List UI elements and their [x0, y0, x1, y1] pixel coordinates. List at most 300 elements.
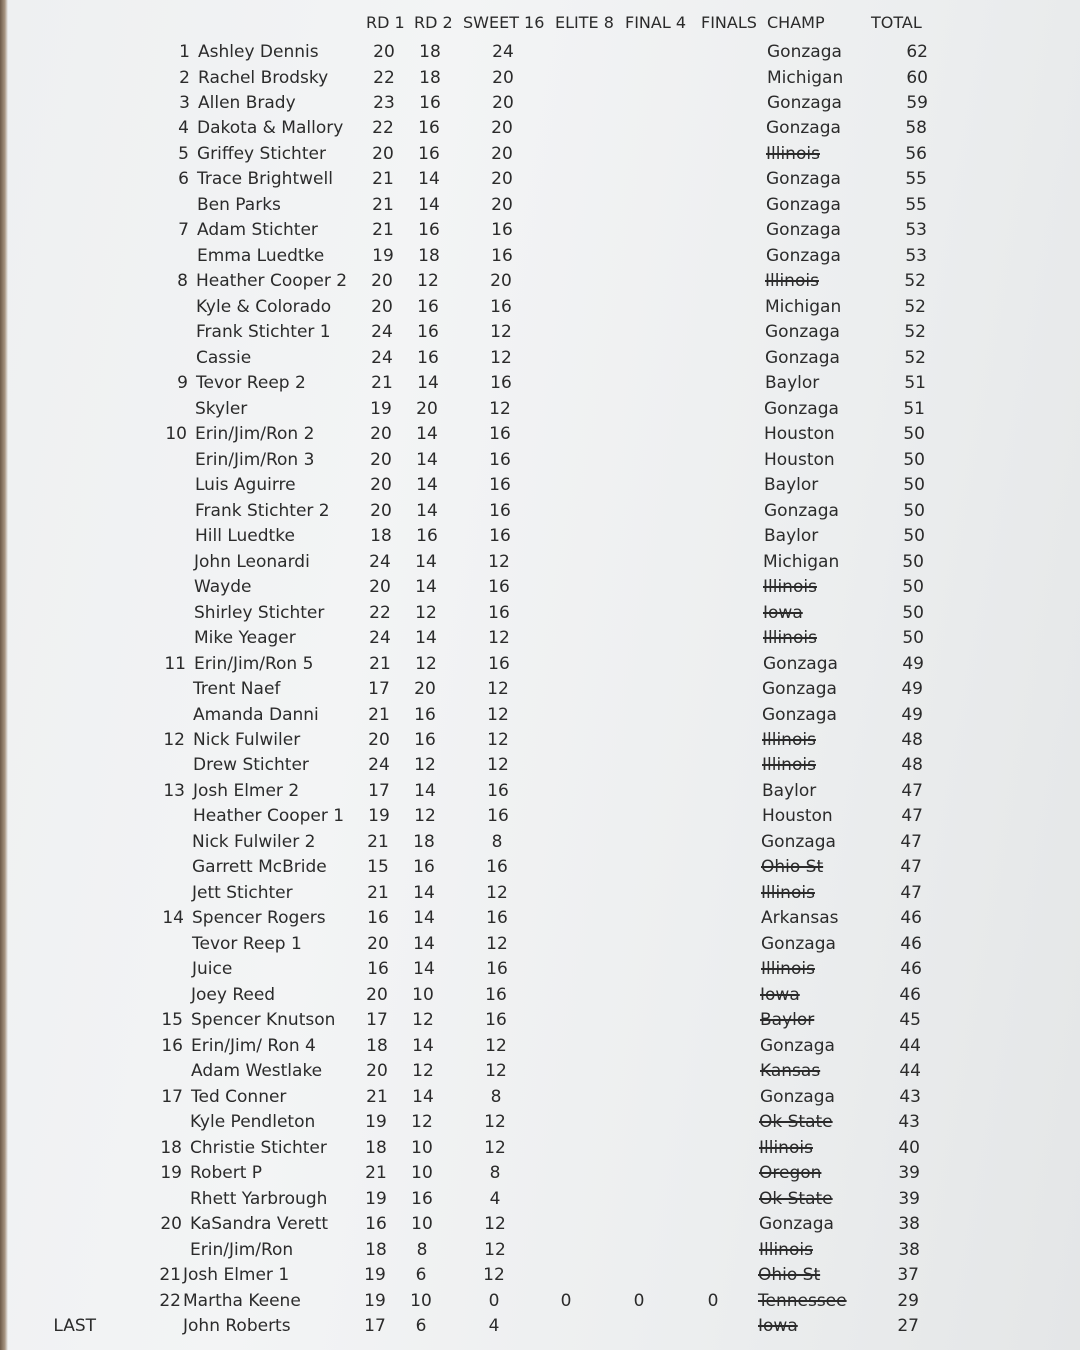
sweet16-cell: 16	[489, 475, 511, 496]
sweet16-cell: 16	[488, 577, 510, 598]
sweet16-cell: 20	[491, 194, 513, 215]
rd2-cell: 16	[418, 143, 440, 164]
champ-cell: Michigan	[765, 296, 842, 317]
total-cell: 48	[901, 755, 923, 776]
total-cell: 51	[904, 373, 926, 394]
name-cell: Frank Stichter 1	[196, 322, 331, 343]
rd2-cell: 16	[411, 1188, 433, 1209]
total-cell: 52	[904, 296, 926, 317]
champ-cell: Gonzaga	[761, 831, 836, 852]
total-cell: 50	[903, 526, 925, 547]
rd1-cell: 17	[366, 1010, 388, 1031]
champ-cell: Gonzaga	[764, 500, 839, 521]
total-cell: 60	[906, 67, 928, 88]
total-cell: 62	[906, 42, 928, 62]
champ-cell: Houston	[762, 806, 833, 827]
rd1-cell: 15	[367, 857, 389, 878]
sweet16-cell: 16	[489, 449, 511, 470]
total-cell: 52	[904, 322, 926, 343]
rd2-cell: 14	[413, 933, 435, 954]
name-cell: Joey Reed	[191, 984, 276, 1005]
rank-cell: 17	[161, 1086, 183, 1107]
champ-cell: Gonzaga	[759, 1214, 834, 1235]
rank-cell: 13	[163, 780, 185, 801]
rd1-cell: 17	[368, 679, 390, 699]
rank-cell: LAST	[53, 1316, 96, 1336]
sweet16-cell: 8	[489, 1163, 501, 1184]
rd2-cell: 14	[416, 449, 438, 470]
rd2-cell: 12	[411, 1112, 433, 1133]
rd2-cell: 16	[418, 118, 440, 139]
sweet16-cell: 16	[489, 526, 511, 547]
champ-cell: Gonzaga	[767, 42, 842, 62]
sweet16-cell: 12	[487, 679, 509, 699]
name-cell: Erin/Jim/Ron 5	[194, 653, 314, 674]
champ-cell: Gonzaga	[765, 347, 840, 368]
name-cell: Ted Conner	[191, 1086, 287, 1107]
rank-cell: 15	[161, 1010, 183, 1031]
champ-cell: Houston	[764, 424, 835, 445]
rd1-cell: 20	[367, 933, 389, 954]
rd2-cell: 14	[414, 780, 436, 801]
sweet16-cell: 16	[491, 245, 513, 266]
rd1-cell: 20	[369, 577, 391, 598]
rd1-cell: 16	[367, 959, 389, 980]
total-cell: 49	[901, 679, 923, 699]
sweet16-cell: 12	[484, 1214, 506, 1235]
champ-cell: Iowa	[758, 1316, 798, 1336]
rank-cell: 4	[178, 118, 189, 139]
name-cell: Wayde	[194, 577, 252, 598]
name-cell: Luis Aguirre	[195, 475, 296, 496]
header-rd2: RD 2	[414, 13, 453, 32]
final4-cell: 0	[633, 1290, 645, 1311]
total-cell: 46	[900, 959, 922, 980]
total-cell: 44	[899, 1035, 921, 1056]
header-elite8: ELITE 8	[555, 13, 614, 32]
total-cell: 37	[897, 1265, 919, 1285]
rd2-cell: 10	[411, 1163, 433, 1184]
rd2-cell: 16	[417, 322, 439, 343]
champ-cell: Gonzaga	[764, 398, 839, 419]
rd2-cell: 14	[413, 908, 435, 929]
rd1-cell: 24	[369, 628, 391, 648]
rd1-cell: 24	[371, 347, 393, 368]
sweet16-cell: 20	[491, 169, 513, 190]
name-cell: Mike Yeager	[194, 628, 296, 648]
name-cell: Spencer Rogers	[192, 908, 326, 929]
rd2-cell: 10	[411, 1137, 433, 1158]
total-cell: 43	[898, 1112, 920, 1133]
champ-cell: Gonzaga	[766, 245, 841, 266]
rank-cell: 20	[160, 1214, 182, 1235]
rd2-cell: 6	[415, 1316, 427, 1336]
total-cell: 38	[898, 1214, 920, 1235]
total-cell: 47	[900, 882, 922, 903]
rd2-cell: 8	[416, 1239, 428, 1260]
rank-cell: 22	[159, 1290, 181, 1311]
rd2-cell: 16	[418, 220, 440, 241]
name-cell: Drew Stichter	[193, 755, 309, 776]
champ-cell: Gonzaga	[760, 1035, 835, 1056]
rd1-cell: 22	[372, 118, 394, 139]
name-cell: Griffey Stichter	[197, 143, 326, 164]
sweet16-cell: 4	[489, 1188, 501, 1209]
name-cell: Josh Elmer 1	[183, 1265, 290, 1285]
rd1-cell: 20	[370, 449, 392, 470]
sweet16-cell: 20	[492, 67, 514, 88]
rd2-cell: 18	[419, 67, 441, 88]
rd2-cell: 14	[418, 169, 440, 190]
rank-cell: 1	[179, 42, 190, 62]
sweet16-cell: 12	[487, 730, 509, 750]
rd1-cell: 18	[366, 1035, 388, 1056]
rd2-cell: 10	[411, 1214, 433, 1235]
rd1-cell: 21	[365, 1163, 387, 1184]
name-cell: Ben Parks	[197, 194, 281, 215]
name-cell: Dakota & Mallory	[197, 118, 344, 139]
name-cell: Trent Naef	[193, 679, 281, 699]
name-cell: Erin/Jim/Ron	[190, 1239, 294, 1260]
rank-cell: 12	[163, 730, 185, 750]
name-cell: Trace Brightwell	[197, 169, 333, 190]
rd1-cell: 17	[364, 1316, 386, 1336]
rd1-cell: 19	[368, 806, 390, 827]
rd1-cell: 21	[366, 1086, 388, 1107]
name-cell: Erin/Jim/Ron 2	[195, 424, 315, 445]
rd2-cell: 14	[417, 373, 439, 394]
champ-cell: Gonzaga	[760, 1086, 835, 1107]
champ-cell: Tennessee	[758, 1290, 847, 1311]
champ-cell: Gonzaga	[766, 194, 841, 215]
rd1-cell: 24	[368, 755, 390, 776]
name-cell: Adam Westlake	[191, 1061, 323, 1082]
rank-cell: 21	[159, 1265, 181, 1285]
rd1-cell: 20	[366, 1061, 388, 1082]
champ-cell: Illinois	[762, 755, 816, 776]
total-cell: 47	[901, 780, 923, 801]
sweet16-cell: 12	[486, 882, 508, 903]
rd2-cell: 14	[412, 1086, 434, 1107]
total-cell: 50	[902, 577, 924, 598]
sweet16-cell: 12	[489, 398, 511, 419]
rd2-cell: 10	[410, 1290, 432, 1311]
name-cell: Garrett McBride	[192, 857, 327, 878]
sweet16-cell: 16	[485, 984, 507, 1005]
sweet16-cell: 20	[490, 271, 512, 292]
rank-cell: 5	[178, 143, 189, 164]
name-cell: Heather Cooper 1	[193, 806, 345, 827]
total-cell: 50	[903, 500, 925, 521]
sweet16-cell: 4	[488, 1316, 500, 1336]
sweet16-cell: 16	[490, 296, 512, 317]
champ-cell: Baylor	[762, 780, 817, 801]
champ-cell: Gonzaga	[762, 679, 837, 699]
total-cell: 27	[897, 1316, 919, 1336]
total-cell: 53	[905, 245, 927, 266]
name-cell: Erin/Jim/Ron 3	[195, 449, 315, 470]
rd2-cell: 12	[412, 1061, 434, 1082]
total-cell: 38	[898, 1239, 920, 1260]
total-cell: 58	[905, 118, 927, 139]
sweet16-cell: 8	[491, 831, 503, 852]
sweet16-cell: 12	[485, 1061, 507, 1082]
rd2-cell: 16	[417, 296, 439, 317]
name-cell: Frank Stichter 2	[195, 500, 330, 521]
rd2-cell: 14	[415, 551, 437, 572]
finals-cell: 0	[707, 1290, 719, 1311]
sweet16-cell: 12	[488, 551, 510, 572]
total-cell: 55	[905, 169, 927, 190]
rd1-cell: 19	[364, 1290, 386, 1311]
sweet16-cell: 12	[483, 1265, 505, 1285]
rd1-cell: 21	[367, 882, 389, 903]
rank-cell: 6	[178, 169, 189, 190]
name-cell: KaSandra Verett	[190, 1214, 329, 1235]
total-cell: 46	[900, 908, 922, 929]
total-cell: 56	[905, 143, 927, 164]
champ-cell: Baylor	[760, 1010, 815, 1031]
total-cell: 50	[902, 628, 924, 648]
total-cell: 48	[901, 730, 923, 750]
rd2-cell: 14	[413, 959, 435, 980]
rd2-cell: 14	[416, 475, 438, 496]
name-cell: Nick Fulwiler 2	[192, 831, 316, 852]
rd2-cell: 12	[417, 271, 439, 292]
sweet16-cell: 16	[486, 857, 508, 878]
champ-cell: Illinois	[763, 577, 817, 598]
name-cell: Tevor Reep 1	[192, 933, 302, 954]
champ-cell: Gonzaga	[765, 322, 840, 343]
total-cell: 39	[898, 1163, 920, 1184]
name-cell: Martha Keene	[183, 1290, 301, 1311]
sweet16-cell: 24	[492, 42, 514, 62]
header-final4: FINAL 4	[625, 13, 687, 32]
rd1-cell: 20	[371, 271, 393, 292]
rd1-cell: 20	[370, 500, 392, 521]
rd2-cell: 14	[416, 424, 438, 445]
champ-cell: Illinois	[762, 730, 816, 750]
rd1-cell: 16	[367, 908, 389, 929]
name-cell: Juice	[192, 959, 233, 980]
name-cell: Emma Luedtke	[197, 245, 325, 266]
rd2-cell: 12	[415, 602, 437, 623]
rd1-cell: 21	[369, 653, 391, 674]
name-cell: Ashley Dennis	[198, 42, 319, 62]
champ-cell: Gonzaga	[766, 220, 841, 241]
rd2-cell: 6	[415, 1265, 427, 1285]
rd2-cell: 16	[419, 93, 441, 113]
rd2-cell: 14	[413, 882, 435, 903]
name-cell: Hill Luedtke	[195, 526, 295, 547]
sweet16-cell: 12	[486, 933, 508, 954]
rd2-cell: 12	[415, 653, 437, 674]
rd2-cell: 20	[416, 398, 438, 419]
rd2-cell: 16	[416, 526, 438, 547]
elite8-cell: 0	[560, 1290, 572, 1311]
champ-cell: Illinois	[759, 1137, 813, 1158]
sweet16-cell: 20	[491, 118, 513, 139]
rd1-cell: 20	[368, 730, 390, 750]
rank-cell: 14	[162, 908, 184, 929]
champ-cell: Baylor	[765, 373, 820, 394]
sweet16-cell: 12	[485, 1035, 507, 1056]
sweet16-cell: 8	[490, 1086, 502, 1107]
rd2-cell: 10	[412, 984, 434, 1005]
champ-cell: Gonzaga	[766, 118, 841, 139]
total-cell: 43	[899, 1086, 921, 1107]
rank-cell: 16	[161, 1035, 183, 1056]
rd2-cell: 16	[417, 347, 439, 368]
total-cell: 40	[898, 1137, 920, 1158]
rd1-cell: 18	[365, 1239, 387, 1260]
sweet16-cell: 16	[487, 780, 509, 801]
sweet16-cell: 20	[491, 143, 513, 164]
champ-cell: Ok State	[759, 1112, 833, 1133]
name-cell: Allen Brady	[198, 93, 296, 113]
sweet16-cell: 12	[488, 628, 510, 648]
name-cell: Heather Cooper 2	[196, 271, 348, 292]
name-cell: John Leonardi	[194, 551, 310, 572]
sweet16-cell: 16	[486, 959, 508, 980]
rd1-cell: 19	[365, 1112, 387, 1133]
champ-cell: Kansas	[760, 1061, 821, 1082]
sweet16-cell: 12	[490, 347, 512, 368]
header-sweet16: SWEET 16	[463, 13, 545, 32]
total-cell: 49	[901, 704, 923, 725]
champ-cell: Gonzaga	[767, 93, 842, 113]
rank-cell: 9	[177, 373, 188, 394]
sweet16-cell: 0	[488, 1290, 500, 1311]
rd1-cell: 22	[369, 602, 391, 623]
sweet16-cell: 16	[485, 1010, 507, 1031]
name-cell: Jett Stichter	[192, 882, 293, 903]
name-cell: Nick Fulwiler	[193, 730, 301, 750]
total-cell: 53	[905, 220, 927, 241]
rd2-cell: 14	[416, 500, 438, 521]
champ-cell: Illinois	[766, 143, 820, 164]
rd2-cell: 14	[415, 628, 437, 648]
sweet16-cell: 20	[492, 93, 514, 113]
sweet16-cell: 12	[484, 1112, 506, 1133]
total-cell: 39	[898, 1188, 920, 1209]
rank-cell: 3	[179, 93, 190, 113]
total-cell: 50	[903, 449, 925, 470]
rd1-cell: 20	[366, 984, 388, 1005]
sweet16-cell: 12	[484, 1137, 506, 1158]
rd1-cell: 19	[365, 1188, 387, 1209]
champ-cell: Gonzaga	[766, 169, 841, 190]
rd1-cell: 21	[372, 220, 394, 241]
rd2-cell: 12	[412, 1010, 434, 1031]
rd1-cell: 19	[364, 1265, 386, 1285]
name-cell: Christie Stichter	[190, 1137, 327, 1158]
rd2-cell: 14	[418, 194, 440, 215]
rd1-cell: 21	[368, 704, 390, 725]
header-total: TOTAL	[871, 13, 922, 32]
champ-cell: Illinois	[765, 271, 819, 292]
name-cell: Amanda Danni	[193, 704, 319, 725]
champ-cell: Iowa	[760, 984, 800, 1005]
rd1-cell: 20	[371, 296, 393, 317]
total-cell: 52	[904, 347, 926, 368]
name-cell: Spencer Knutson	[191, 1010, 336, 1031]
total-cell: 52	[904, 271, 926, 292]
sweet16-cell: 16	[487, 806, 509, 827]
champ-cell: Illinois	[763, 628, 817, 648]
name-cell: Tevor Reep 2	[196, 373, 306, 394]
champ-cell: Ok State	[759, 1188, 833, 1209]
rank-cell: 18	[160, 1137, 182, 1158]
rd2-cell: 18	[418, 245, 440, 266]
rd2-cell: 14	[415, 577, 437, 598]
rd2-cell: 16	[414, 704, 436, 725]
total-cell: 47	[900, 857, 922, 878]
sweet16-cell: 16	[486, 908, 508, 929]
rd2-cell: 14	[412, 1035, 434, 1056]
rd1-cell: 20	[373, 42, 395, 62]
name-cell: Rhett Yarbrough	[190, 1188, 328, 1209]
champ-cell: Illinois	[761, 959, 815, 980]
total-cell: 55	[905, 194, 927, 215]
sweet16-cell: 12	[484, 1239, 506, 1260]
sweet16-cell: 12	[487, 704, 509, 725]
rd1-cell: 24	[371, 322, 393, 343]
champ-cell: Michigan	[763, 551, 840, 572]
name-cell: Rachel Brodsky	[198, 67, 329, 88]
total-cell: 29	[897, 1290, 919, 1311]
rd1-cell: 20	[370, 475, 392, 496]
total-cell: 51	[903, 398, 925, 419]
rd1-cell: 17	[368, 780, 390, 801]
rd1-cell: 20	[370, 424, 392, 445]
champ-cell: Gonzaga	[761, 933, 836, 954]
rd2-cell: 18	[413, 831, 435, 852]
name-cell: Josh Elmer 2	[193, 780, 300, 801]
name-cell: Skyler	[195, 398, 248, 419]
rd1-cell: 19	[372, 245, 394, 266]
champ-cell: Baylor	[764, 526, 819, 547]
sweet16-cell: 16	[491, 220, 513, 241]
rd2-cell: 12	[414, 755, 436, 776]
rd1-cell: 23	[373, 93, 395, 113]
sweet16-cell: 16	[489, 500, 511, 521]
rd2-cell: 16	[414, 730, 436, 750]
paper-edge-shadow	[0, 0, 8, 1350]
rank-cell: 8	[177, 271, 188, 292]
total-cell: 50	[902, 551, 924, 572]
total-cell: 46	[900, 933, 922, 954]
rd1-cell: 21	[372, 194, 394, 215]
rank-cell: 11	[164, 653, 186, 674]
rd1-cell: 21	[367, 831, 389, 852]
rd1-cell: 19	[370, 398, 392, 419]
sweet16-cell: 16	[488, 653, 510, 674]
champ-cell: Ohio St	[758, 1265, 821, 1285]
name-cell: Adam Stichter	[197, 220, 318, 241]
rd1-cell: 21	[372, 169, 394, 190]
header-finals: FINALS	[701, 13, 757, 32]
rd1-cell: 18	[365, 1137, 387, 1158]
champ-cell: Oregon	[759, 1163, 822, 1184]
rd2-cell: 20	[414, 679, 436, 699]
total-cell: 44	[899, 1061, 921, 1082]
sweet16-cell: 16	[489, 424, 511, 445]
rd1-cell: 16	[365, 1214, 387, 1235]
rank-cell: 2	[179, 67, 190, 88]
champ-cell: Illinois	[761, 882, 815, 903]
rank-cell: 10	[165, 424, 187, 445]
